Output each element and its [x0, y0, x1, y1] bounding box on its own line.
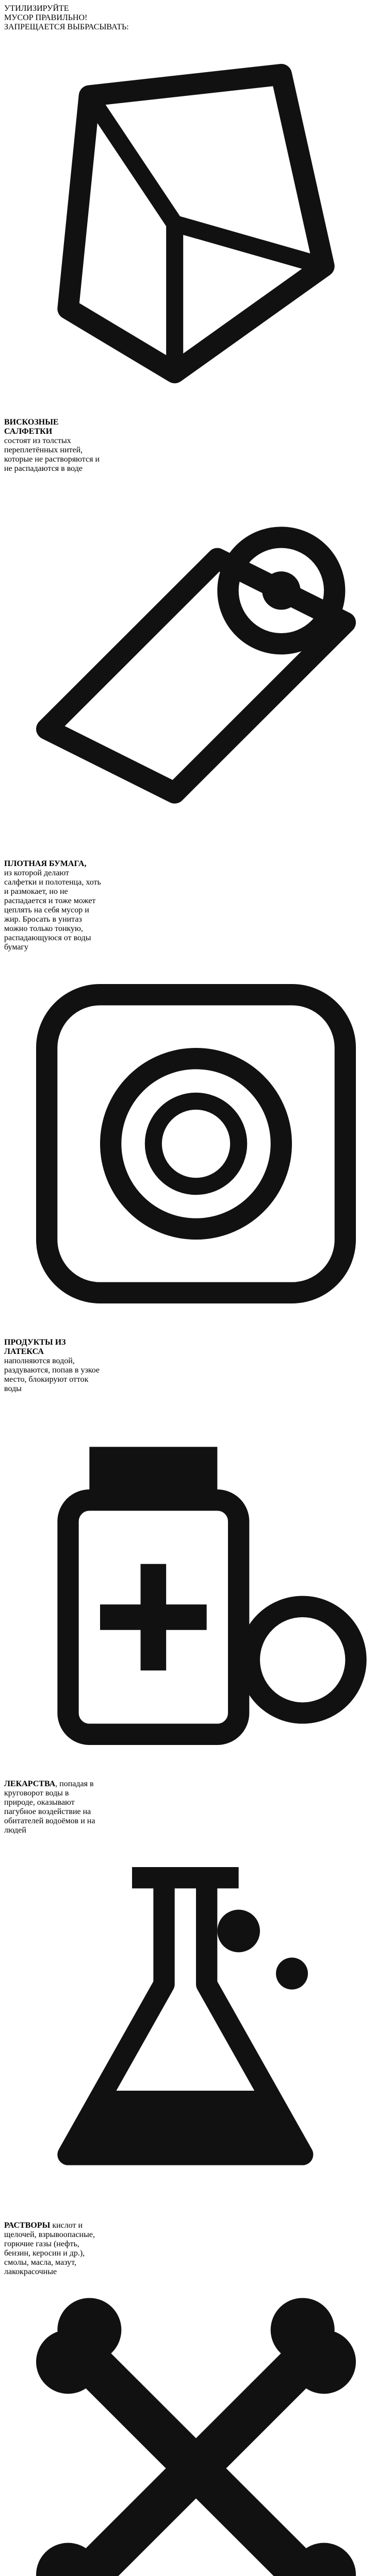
item-title: ПЛОТНАЯ БУМАГА,	[4, 859, 87, 868]
latex-product-icon	[4, 952, 388, 1338]
item-title: РАСТВОРЫ	[4, 2221, 51, 2230]
item-text: из которой делают салфетки и полотенца, хоть и размокает, но не распадается и тоже может цеплять на себя мусор и жир. Бросать в унитаз можно только тонкую, распадающуюся от воды бумагу	[4, 869, 101, 952]
item-title: ПРОДУКТЫ ИЗ ЛАТЕКСА	[4, 1338, 66, 1356]
list-item-medicines	[4, 1394, 388, 1835]
poster-title-line-1: УТИЛИЗИРУЙТЕ	[4, 4, 69, 13]
poster	[4, 4, 388, 2576]
list-item-viscose-wipes	[4, 32, 388, 473]
chemical-flask-icon	[4, 1835, 388, 2221]
prohibited-banner: ЗАПРЕЩАЕТСЯ ВЫБРАСЫВАТЬ:	[4, 23, 129, 31]
medicine-icon	[4, 1394, 388, 1780]
list-item-latex-products	[4, 952, 388, 1394]
list-item-food-products	[4, 2277, 388, 2576]
poster-title-line-2: МУСОР ПРАВИЛЬНО!	[4, 13, 88, 22]
list-item-solutions	[4, 1835, 388, 2277]
item-title: ВИСКОЗНЫЕ САЛФЕТКИ	[4, 418, 59, 436]
item-title: ЛЕКАРСТВА	[4, 1780, 56, 1788]
wet-wipe-icon	[4, 32, 388, 418]
paper-roll-icon	[4, 473, 388, 859]
bones-icon	[4, 2277, 388, 2576]
item-text: кислот и щелочей, взрывоопасные, горючие газы (нефть, бензин, керосин и др.), смолы, масла, мазут, лакокрасочные	[4, 2221, 95, 2276]
item-text: состоят из толстых переплетённых нитей, которые не растворяются и не распадаются в воде	[4, 436, 100, 473]
item-text: наполняются водой, раздуваются, попав в узкое место, блокируют отток воды	[4, 1357, 100, 1393]
item-text: , попадая в круговорот воды в природе, оказывают пагубное воздействие на обитателей водоёмов и на людей	[4, 1780, 95, 1835]
list-item-dense-paper	[4, 473, 388, 952]
